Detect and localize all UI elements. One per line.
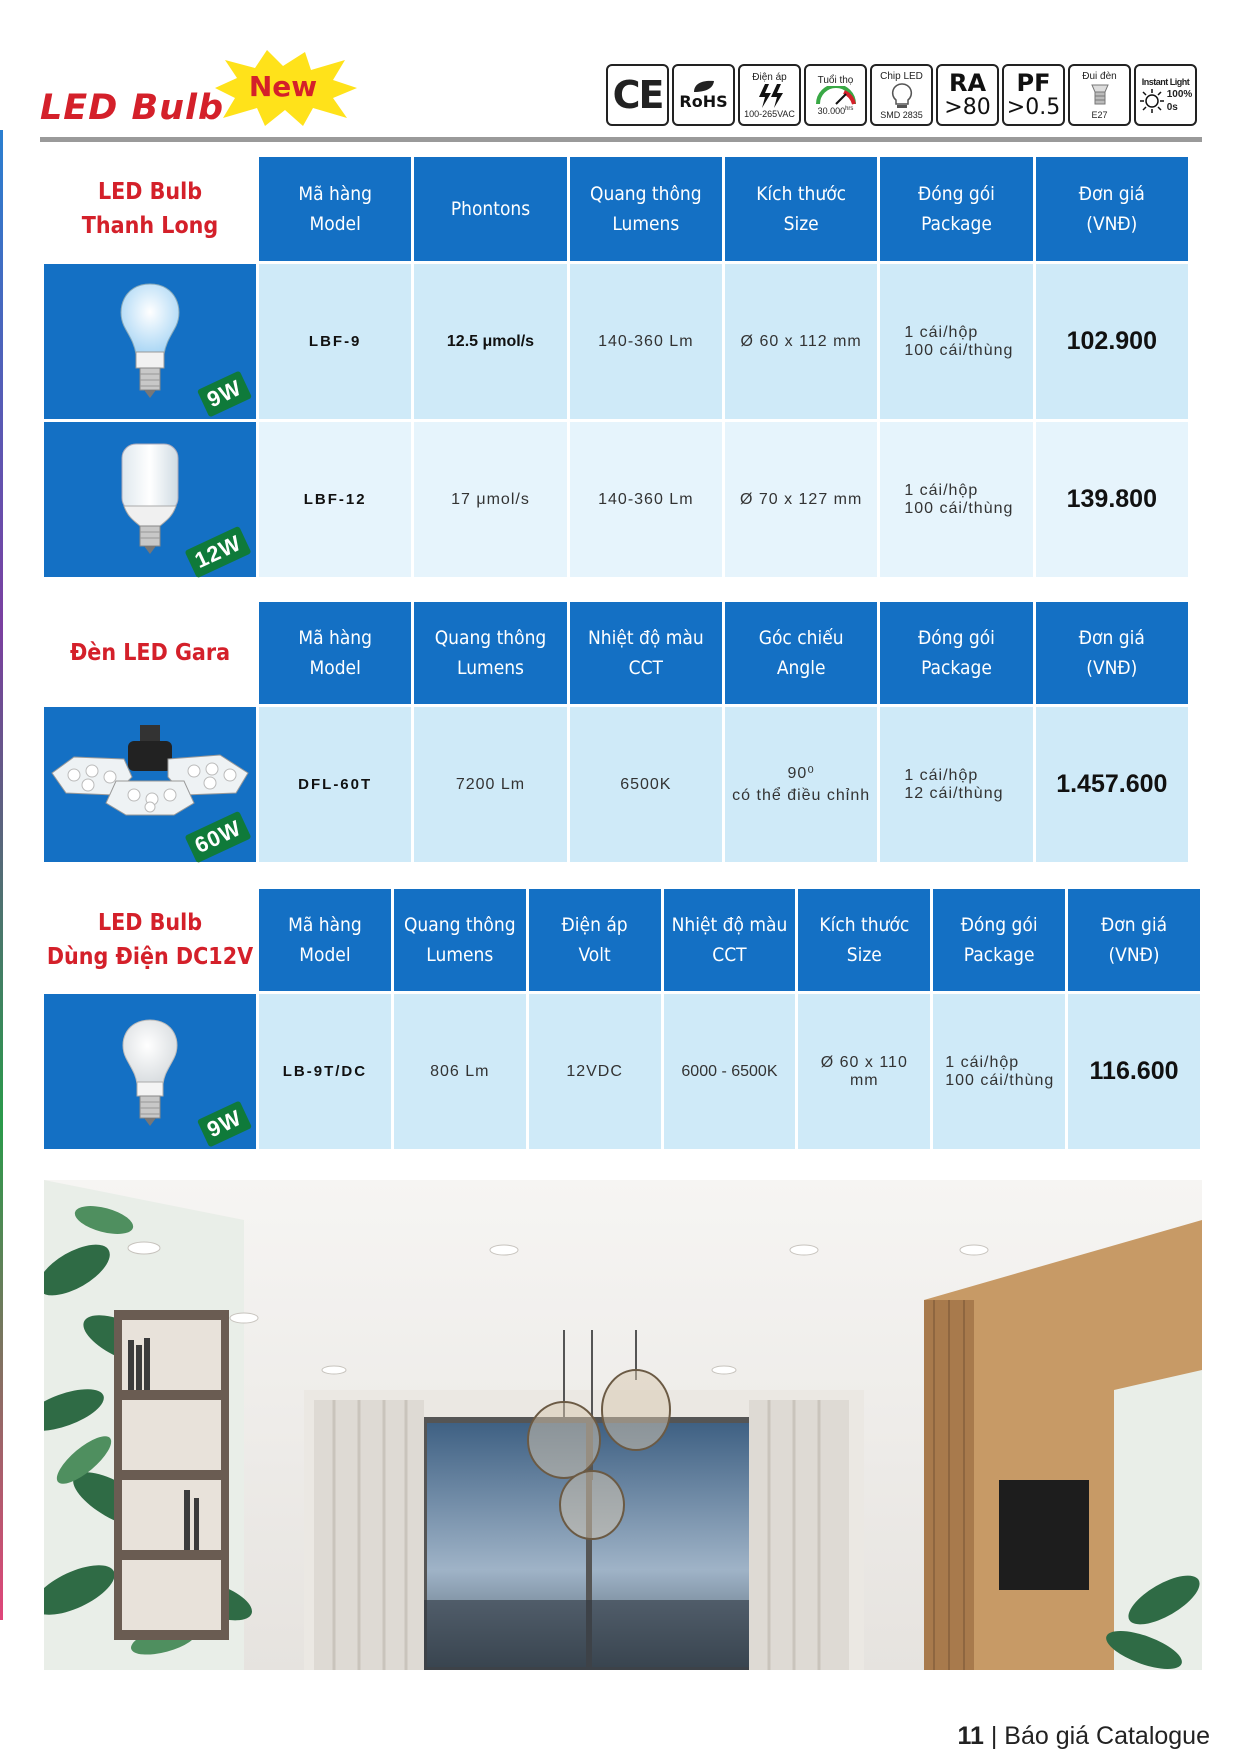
wattage-badge: 9W — [197, 1100, 252, 1147]
model-cell: LB-9T/DC — [259, 994, 391, 1149]
size-cell: Ø 60 x 110 mm — [798, 994, 930, 1149]
page-title: LED Bulb — [40, 88, 225, 128]
wattage-badge: 60W — [184, 811, 251, 864]
table-row — [44, 422, 1188, 577]
col-header-price: Đơn giá (VNĐ) — [1068, 889, 1200, 991]
section-title: LED Bulb Dùng Điện DC12V — [44, 889, 256, 991]
socket-base-icon: Đui đèn E27 — [1068, 64, 1131, 126]
den-led-gara-table — [41, 599, 1191, 865]
gauge-icon — [814, 86, 858, 106]
model-cell: LBF-12 — [259, 422, 411, 577]
col-header-lumens: Quang thông Lumens — [570, 157, 722, 261]
section-title: Đèn LED Gara — [44, 602, 256, 704]
living-room-illustration — [44, 1180, 1202, 1670]
size-cell: Ø 70 x 127 mm — [725, 422, 877, 577]
lifetime-icon: Tuổi thọ $30.000^{hrs}$ — [804, 64, 867, 126]
price-cell: 116.600 — [1068, 994, 1200, 1149]
model-cell: DFL-60T — [259, 707, 411, 862]
interior-photo — [44, 1180, 1202, 1670]
price-cell: 1.457.600 — [1036, 707, 1188, 862]
col-header-package: Đóng gói Package — [880, 602, 1032, 704]
col-header-model: Mã hàng Model — [259, 889, 391, 991]
col-header-package: Đóng gói Package — [880, 157, 1032, 261]
leaf-icon — [691, 79, 717, 93]
certification-icons — [606, 64, 1197, 128]
col-header-volt: Điện áp Volt — [529, 889, 661, 991]
col-header-price: Đơn giá (VNĐ) — [1036, 602, 1188, 704]
new-burst-badge — [205, 48, 360, 128]
ra-icon: RA >80 — [936, 64, 999, 126]
col-header-price: Đơn giá (VNĐ) — [1036, 157, 1188, 261]
wattage-badge: 9W — [197, 370, 252, 417]
price-cell: 102.900 — [1036, 264, 1188, 419]
size-cell: Ø 60 x 112 mm — [725, 264, 877, 419]
led-bulb-dc12v-table — [41, 886, 1203, 1152]
photons-cell: 17 μmol/s — [414, 422, 566, 577]
e27-socket-icon — [1089, 82, 1111, 110]
price-cell: 139.800 — [1036, 422, 1188, 577]
page-number: 11 — [957, 1722, 984, 1750]
package-cell: 1 cái/hộp 100 cái/thùng — [933, 994, 1065, 1149]
cct-cell: 6500K — [570, 707, 722, 862]
col-header-cct: Nhiệt độ màu CCT — [570, 602, 722, 704]
voltage-icon: Điện áp 100-265VAC — [738, 64, 801, 126]
footer-separator: | — [990, 1722, 998, 1750]
photons-cell: 12.5 μmol/s — [414, 264, 566, 419]
col-header-cct: Nhiệt độ màu CCT — [664, 889, 796, 991]
package-cell: 1 cái/hộp 12 cái/thùng — [880, 707, 1032, 862]
package-cell: 1 cái/hộp 100 cái/thùng — [880, 422, 1032, 577]
product-image-lbf-12 — [44, 422, 256, 577]
package-cell: 1 cái/hộp 100 cái/thùng — [880, 264, 1032, 419]
led-bulb-thanh-long-table — [41, 154, 1191, 580]
lumens-cell: 140-360 Lm — [570, 264, 722, 419]
table-row — [44, 994, 1200, 1149]
lumens-cell: 140-360 Lm — [570, 422, 722, 577]
wattage-badge: 12W — [184, 526, 251, 579]
table-row — [44, 707, 1188, 862]
page-footer — [957, 1722, 1210, 1751]
lightning-icon — [755, 83, 785, 109]
col-header-lumens: Quang thông Lumens — [394, 889, 526, 991]
ce-mark-icon: CE — [606, 64, 669, 126]
chip-led-icon: Chip LED SMD 2835 — [870, 64, 933, 126]
lumens-cell: 7200 Lm — [414, 707, 566, 862]
col-header-package: Đóng gói Package — [933, 889, 1065, 991]
col-header-size: Kích thước Size — [798, 889, 930, 991]
edge-color-bar — [0, 130, 3, 1620]
lumens-cell: 806 Lm — [394, 994, 526, 1149]
col-header-model: Mã hàng Model — [259, 602, 411, 704]
rohs-icon: RoHS — [672, 64, 735, 126]
angle-cell: 90⁰ có thể điều chỉnh — [725, 707, 877, 862]
title-rule — [40, 137, 1202, 142]
volt-cell: 12VDC — [529, 994, 661, 1149]
col-header-model: Mã hàng Model — [259, 157, 411, 261]
footer-text: Báo giá Catalogue — [1004, 1722, 1210, 1750]
col-header-size: Kích thước Size — [725, 157, 877, 261]
col-header-photons: Phontons — [414, 157, 566, 261]
product-image-lbf-9 — [44, 264, 256, 419]
pf-icon: PF >0.5 — [1002, 64, 1065, 126]
col-header-angle: Góc chiếu Angle — [725, 602, 877, 704]
bulb-outline-icon — [891, 82, 913, 110]
product-image-lb-9t-dc — [44, 994, 256, 1149]
product-image-dfl-60t — [44, 707, 256, 862]
table-row — [44, 264, 1188, 419]
sun-bulb-icon — [1139, 88, 1165, 114]
section-title: LED Bulb Thanh Long — [44, 157, 256, 261]
col-header-lumens: Quang thông Lumens — [414, 602, 566, 704]
model-cell: LBF-9 — [259, 264, 411, 419]
new-label: New — [248, 70, 318, 103]
cct-cell: 6000 - 6500K — [664, 994, 796, 1149]
instant-light-icon: Instant Light 100% 0s — [1134, 64, 1197, 126]
